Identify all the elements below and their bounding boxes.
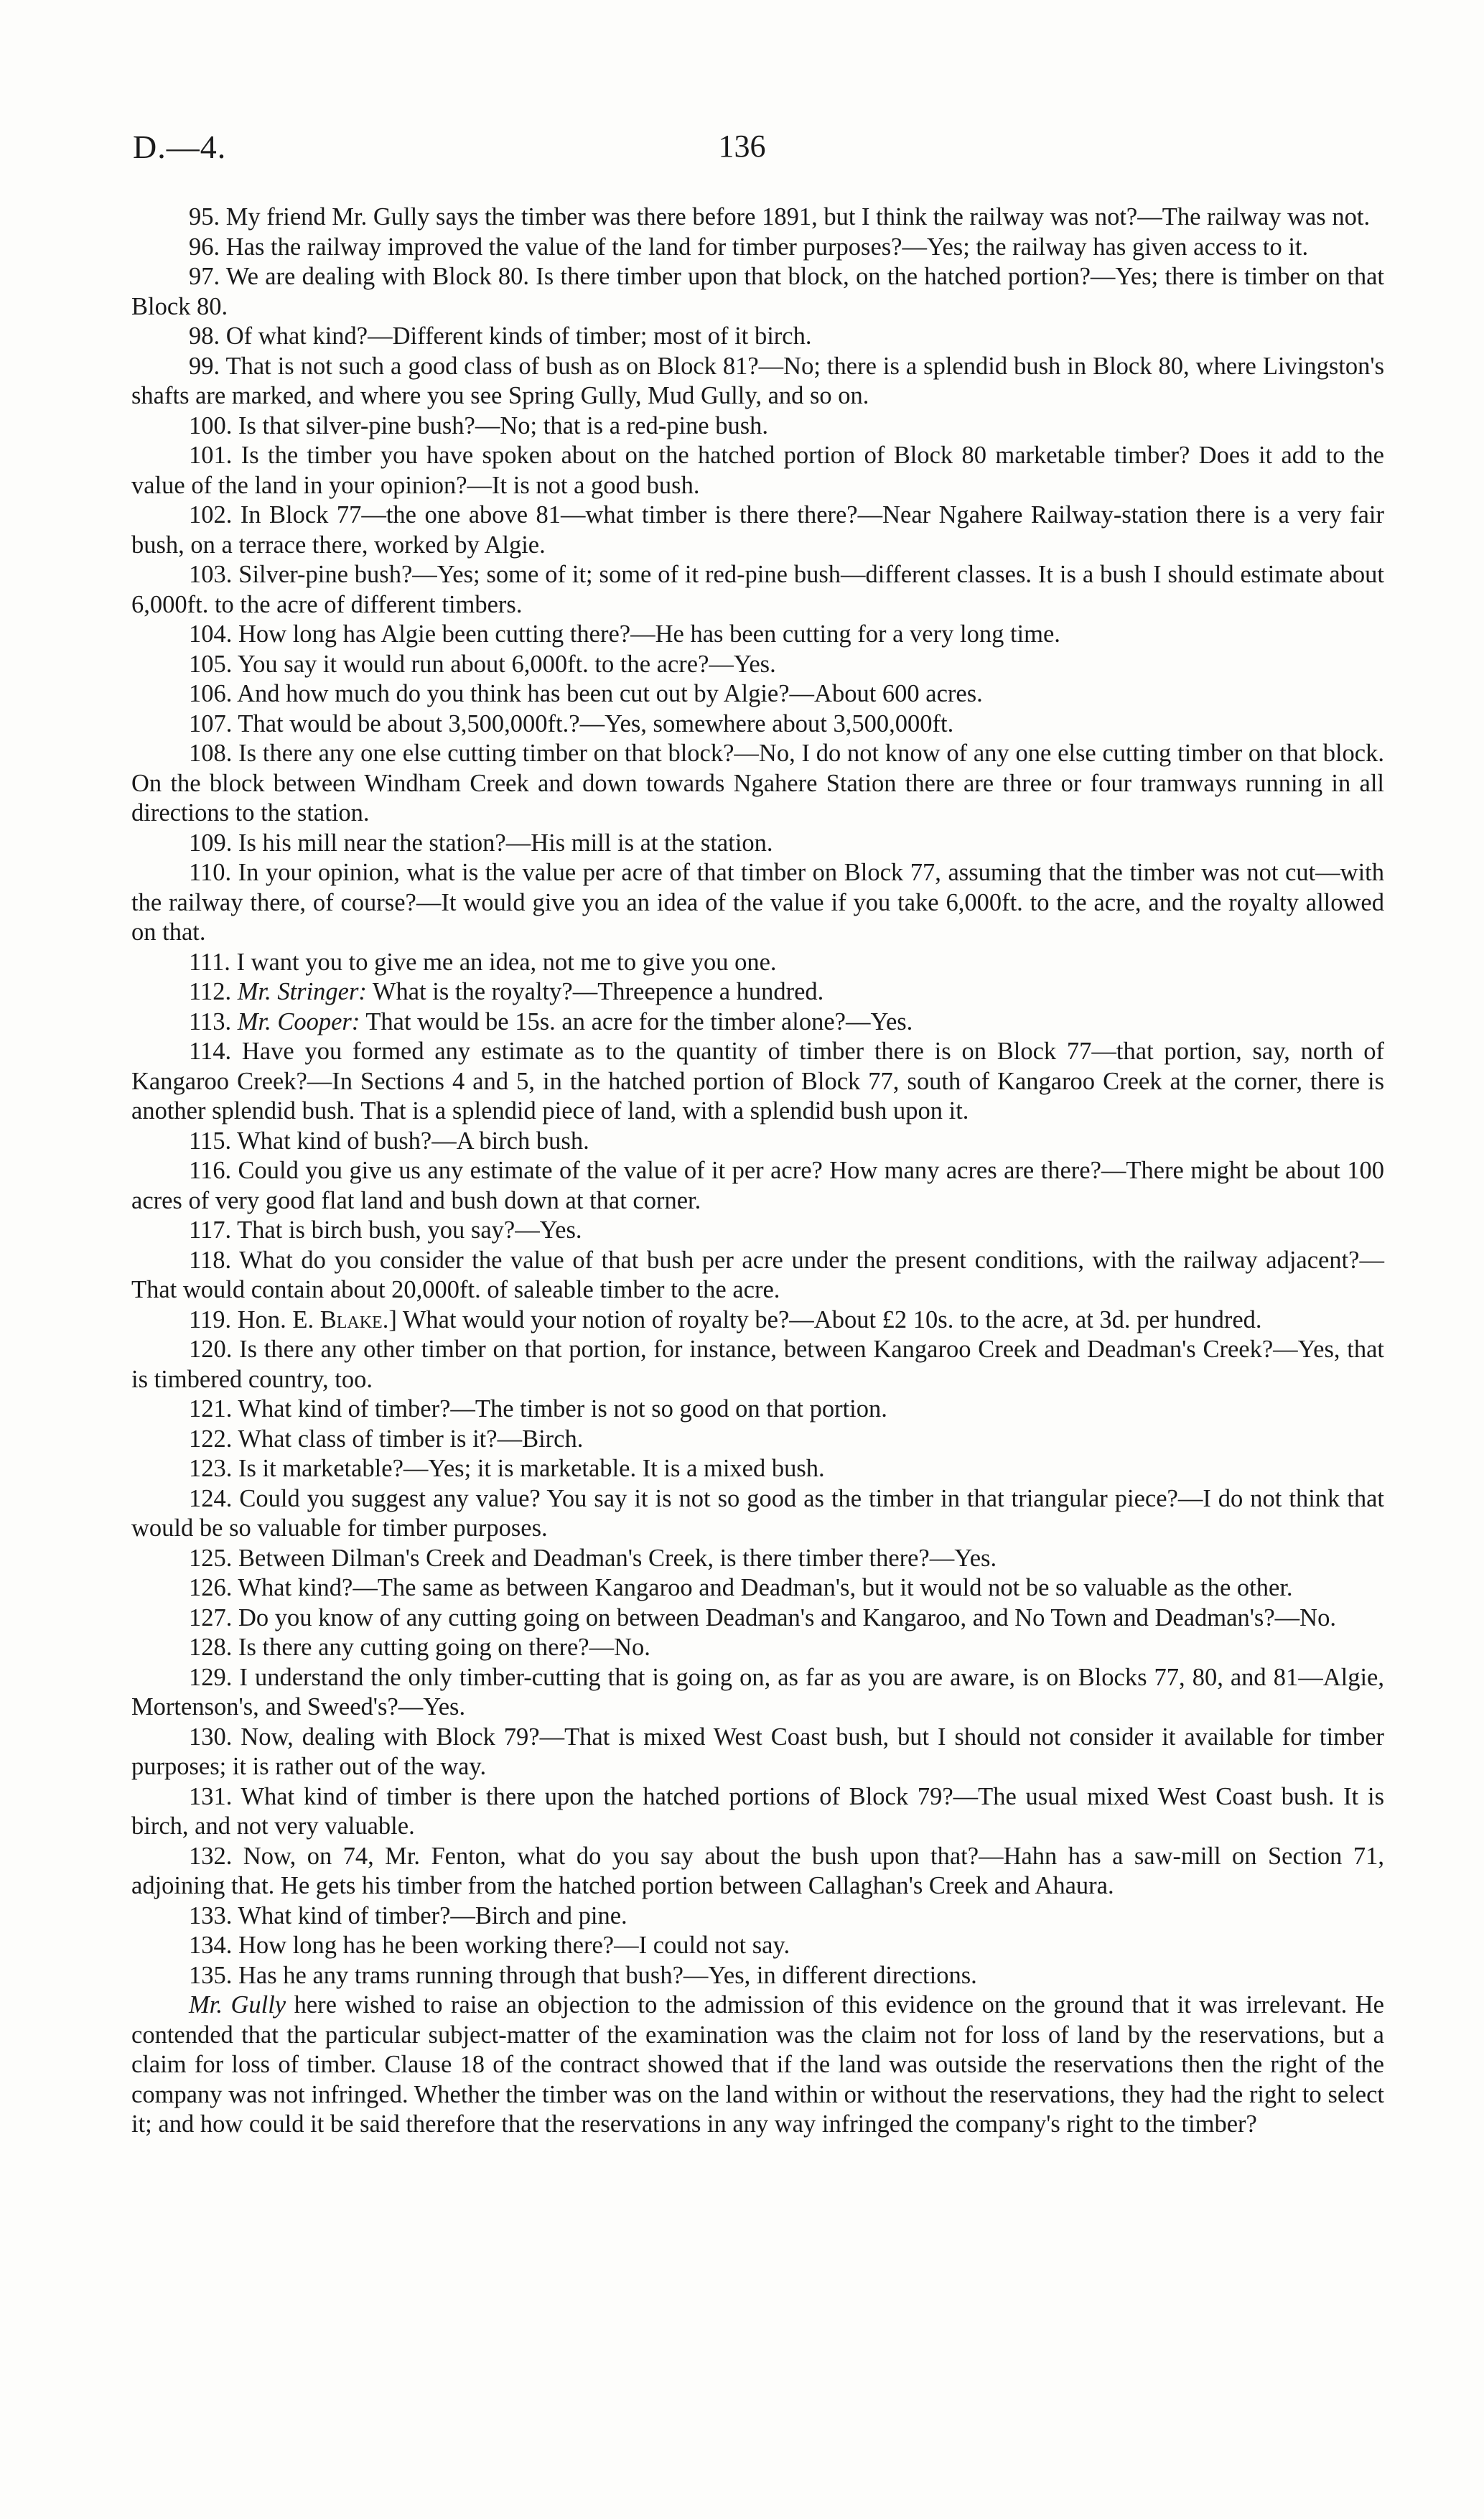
paragraph-112: 112. Mr. Stringer: What is the royalty?—Threepence a hundred.	[189, 978, 824, 1005]
paragraph-118: 118. What do you consider the value of that bush per acre under the present conditions, with the railway adjacent?—That would contain about 20,000ft. of saleable timber to the acre.	[131, 1246, 1384, 1303]
paragraph-103: 103. Silver-pine bush?—Yes; some of it; some of it red-pine bush—different classes. It is a bush I should estimate about 6,000ft. to the acre of different timbers.	[131, 561, 1384, 618]
paragraph-134: 134. How long has he been working there?—I could not say.	[189, 1932, 790, 1959]
speaker-gully: Mr. Gully	[189, 1991, 286, 2019]
closing-paragraph: Mr. Gully here wished to raise an objection to the admission of this evidence on the ground that it was irrelevant. He contended that the particular subject-matter of the examination was the claim not for loss of land by the reservations, but a claim for loss of timber. Clause 18 of the contract showed that if the land was outside the reservations then the right of the company was not infringed. Whether the timber was on the land within or without the reservations, they had the right to select it; and how could it be said therefore that the reservations in any way infringed the company's right to the timber?	[131, 1991, 1384, 2138]
paragraph-114: 114. Have you formed any estimate as to the quantity of timber there is on Block 77—that portion, say, north of Kangaroo Creek?—In Sections 4 and 5, in the hatched portion of Block 77, south of Kangaroo Creek at the corner, there is another splendid bush. That is a splendid piece of land, with a splendid bush upon it.	[131, 1038, 1384, 1125]
paragraph-125: 125. Between Dilman's Creek and Deadman's Creek, is there timber there?—Yes.	[189, 1544, 997, 1572]
speaker-stringer: Mr. Stringer:	[237, 978, 367, 1005]
paragraph-127: 127. Do you know of any cutting going on between Deadman's and Kangaroo, and No Town and Deadman's?—No.	[189, 1603, 1336, 1631]
paragraph-128: 128. Is there any cutting going on there?—No.	[189, 1634, 650, 1661]
paragraph-110: 110. In your opinion, what is the value per acre of that timber on Block 77, assuming that the timber was not cut—with the railway there, of course?—It would give you an idea of the value if you take 6,000ft. to the acre, and the royalty allowed on that.	[131, 859, 1384, 946]
paragraph-101: 101. Is the timber you have spoken about on the hatched portion of Block 80 marketable timber? Does it add to the value of the land in your opinion?—It is not a good bush.	[131, 442, 1384, 499]
paragraph-132: 132. Now, on 74, Mr. Fenton, what do you say about the bush upon that?—Hahn has a saw-mill on Section 71, adjoining that. He gets his timber from the hatched portion between Callaghan's Creek and Ahaura.	[131, 1842, 1384, 1899]
paragraph-133: 133. What kind of timber?—Birch and pine.	[189, 1901, 627, 1929]
paragraph-130: 130. Now, dealing with Block 79?—That is mixed West Coast bush, but I should not consider it available for timber purposes; it is rather out of the way.	[131, 1723, 1384, 1780]
paragraph-124: 124. Could you suggest any value? You say it is not so good as the timber in that triangular piece?—I do not think that would be so valuable for timber purposes.	[131, 1484, 1384, 1542]
paragraph-129: 129. I understand the only timber-cutting that is going on, as far as you are aware, is on Blocks 77, 80, and 81—Algie, Mortenson's, and Sweed's?—Yes.	[131, 1663, 1384, 1721]
paragraph-117: 117. That is birch bush, you say?—Yes.	[189, 1216, 582, 1244]
evidence-transcript	[131, 202, 1384, 2140]
paragraph-109: 109. Is his mill near the station?—His mill is at the station.	[189, 829, 773, 857]
paragraph-98: 98. Of what kind?—Different kinds of timber; most of it birch.	[189, 322, 812, 350]
speaker-blake: Blake	[319, 1305, 383, 1333]
paragraph-102: 102. In Block 77—the one above 81—what timber is there there?—Near Ngahere Railway-station there is a very fair bush, on a terrace there, worked by Algie.	[131, 501, 1384, 559]
paragraph-131: 131. What kind of timber is there upon the hatched portions of Block 79?—The usual mixed West Coast bush. It is birch, and not very valuable.	[131, 1782, 1384, 1840]
paragraph-95: 95. My friend Mr. Gully says the timber was there before 1891, but I think the railway was not?—The railway was not.	[189, 203, 1371, 231]
document-id: D.—4.	[133, 129, 227, 165]
paragraph-107: 107. That would be about 3,500,000ft.?—Yes, somewhere about 3,500,000ft.	[189, 709, 954, 737]
paragraph-123: 123. Is it marketable?—Yes; it is marketable. It is a mixed bush.	[189, 1455, 825, 1482]
paragraph-106: 106. And how much do you think has been cut out by Algie?—About 600 acres.	[189, 680, 983, 707]
page-number: 136	[718, 129, 766, 164]
paragraph-113: 113. Mr. Cooper: That would be 15s. an acre for the timber alone?—Yes.	[189, 1007, 913, 1035]
paragraph-120: 120. Is there any other timber on that portion, for instance, between Kangaroo Creek and Deadman's Creek?—Yes, that is timbered country, too.	[131, 1336, 1384, 1393]
paragraph-111: 111. I want you to give me an idea, not me to give you one.	[189, 948, 777, 976]
paragraph-119: 119. Hon. E. Blake.] What would your notion of royalty be?—About £2 10s. to the acre, at 3d. per hundred.	[189, 1305, 1262, 1333]
paragraph-126: 126. What kind?—The same as between Kangaroo and Deadman's, but it would not be so valuable as the other.	[189, 1574, 1293, 1601]
paragraph-108: 108. Is there any one else cutting timber on that block?—No, I do not know of any one else cutting timber on that block. On the block between Windham Creek and down towards Ngahere Station there are three or four tramways running in all directions to the station.	[131, 740, 1384, 827]
page-header	[133, 128, 1351, 171]
speaker-cooper: Mr. Cooper:	[237, 1007, 360, 1035]
paragraph-115: 115. What kind of bush?—A birch bush.	[189, 1127, 589, 1155]
paragraph-96: 96. Has the railway improved the value of the land for timber purposes?—Yes; the railway has given access to it.	[189, 233, 1309, 261]
paragraph-100: 100. Is that silver-pine bush?—No; that is a red-pine bush.	[189, 411, 769, 439]
paragraph-116: 116. Could you give us any estimate of the value of it per acre? How many acres are there?—There might be about 100 acres of very good flat land and bush down at that corner.	[131, 1157, 1384, 1214]
paragraph-105: 105. You say it would run about 6,000ft. to the acre?—Yes.	[189, 650, 776, 678]
paragraph-122: 122. What class of timber is it?—Birch.	[189, 1425, 584, 1453]
paragraph-135: 135. Has he any trams running through that bush?—Yes, in different directions.	[189, 1961, 977, 1989]
paragraph-97: 97. We are dealing with Block 80. Is there timber upon that block, on the hatched portion?—Yes; there is timber on that Block 80.	[131, 263, 1384, 320]
paragraph-104: 104. How long has Algie been cutting there?—He has been cutting for a very long time.	[189, 620, 1060, 648]
paragraph-99: 99. That is not such a good class of bush as on Block 81?—No; there is a splendid bush in Block 80, where Livingston's shafts are marked, and where you see Spring Gully, Mud Gully, and so on.	[131, 352, 1384, 409]
paragraph-121: 121. What kind of timber?—The timber is not so good on that portion.	[189, 1395, 887, 1423]
